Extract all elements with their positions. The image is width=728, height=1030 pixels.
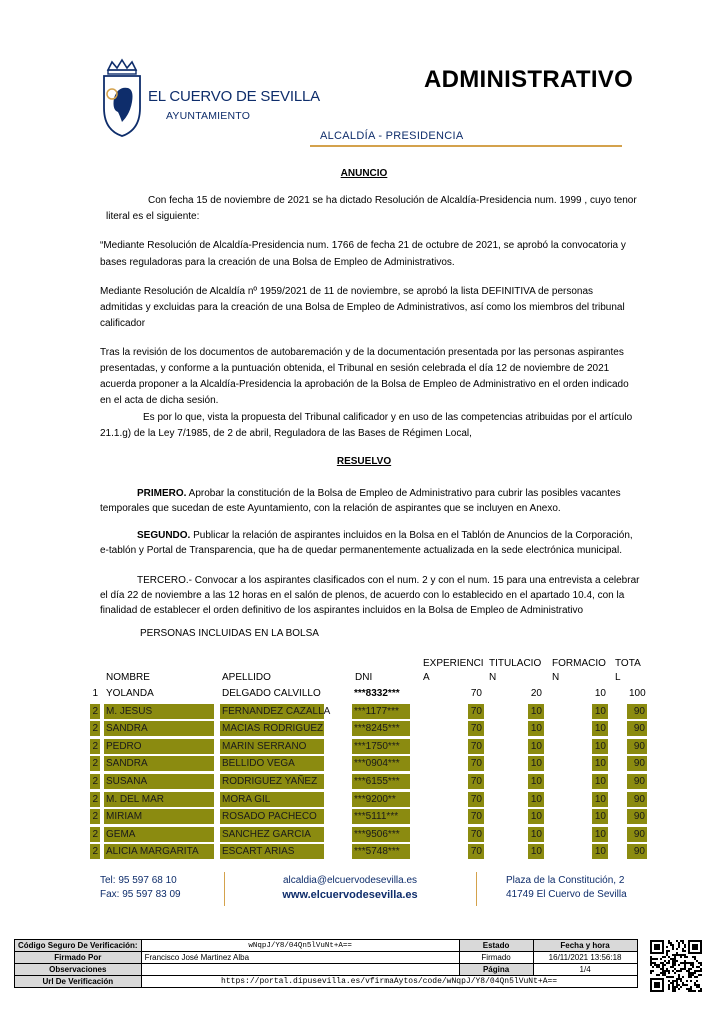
table-cell-n: 2 bbox=[90, 704, 100, 719]
table-cell-total: 90 bbox=[627, 704, 647, 719]
tercero-line-3: finalidad de establecer el orden definitivo de los aspirantes incluidos en la Bolsa de Empleo de Administrativo bbox=[100, 605, 584, 616]
estado-value: Firmado bbox=[459, 952, 533, 964]
segundo-label: SEGUNDO. bbox=[137, 530, 191, 541]
col-header-experiencia-2: A bbox=[423, 672, 430, 683]
table-cell-tit: 10 bbox=[528, 792, 544, 807]
table-cell-apellido: ROSADO PACHECO bbox=[220, 809, 324, 824]
table-cell-dni: ***1750*** bbox=[352, 739, 410, 754]
table-cell-tit: 10 bbox=[528, 721, 544, 736]
table-cell-tit: 10 bbox=[528, 739, 544, 754]
table-cell-exp: 70 bbox=[468, 756, 484, 771]
paragraph-3-line-3: calificador bbox=[100, 318, 146, 329]
table-cell-total: 90 bbox=[627, 809, 647, 824]
col-header-total-2: L bbox=[615, 672, 621, 683]
municipality-name: EL CUERVO DE SEVILLA bbox=[148, 88, 320, 105]
table-cell-apellido: ESCART ARIAS bbox=[220, 844, 324, 859]
table-cell-dni: ***8332*** bbox=[354, 688, 400, 699]
paragraph-2-line-2: bases reguladoras para la creación de una Bolsa de Empleo de Administrativos. bbox=[100, 257, 455, 268]
table-cell-dni: ***5111*** bbox=[352, 809, 410, 824]
footer-address-line-2: 41749 El Cuervo de Sevilla bbox=[506, 889, 627, 900]
table-cell-n: 2 bbox=[90, 756, 100, 771]
table-cell-exp: 70 bbox=[468, 792, 484, 807]
qr-code-icon bbox=[650, 940, 702, 992]
office-underline bbox=[310, 145, 622, 147]
table-cell-nombre: SUSANA bbox=[104, 774, 214, 789]
table-cell-exp: 70 bbox=[468, 774, 484, 789]
segundo-text: Publicar la relación de aspirantes incluidos en la Bolsa en el Tablón de Anuncios de la Corporación, bbox=[190, 530, 633, 541]
col-header-total-1: TOTA bbox=[615, 658, 641, 669]
table-cell-n: 2 bbox=[90, 809, 100, 824]
table-cell-exp: 70 bbox=[468, 721, 484, 736]
table-cell-nombre: MIRIAM bbox=[104, 809, 214, 824]
table-cell-total: 100 bbox=[629, 688, 646, 699]
announcement-title: ANUNCIO bbox=[340, 168, 388, 179]
municipal-logo bbox=[98, 58, 320, 138]
table-cell-apellido: DELGADO CALVILLO bbox=[222, 688, 321, 699]
observaciones-value bbox=[141, 964, 459, 976]
col-header-titulacion-2: N bbox=[489, 672, 497, 683]
paragraph-3-line-1: Mediante Resolución de Alcaldía nº 1959/2021 de 11 de noviembre, se aprobó la lista DEFINITIVA de personas bbox=[100, 286, 594, 297]
footer-tel: Tel: 95 597 68 10 bbox=[100, 875, 177, 886]
table-cell-dni: ***6155*** bbox=[352, 774, 410, 789]
table-cell-tit: 10 bbox=[528, 756, 544, 771]
table-cell-tit: 20 bbox=[530, 688, 542, 699]
table-cell-nombre: ALICIA MARGARITA bbox=[104, 844, 214, 859]
table-cell-exp: 70 bbox=[468, 739, 484, 754]
estado-label: Estado bbox=[459, 940, 533, 952]
table-cell-apellido: BELLIDO VEGA bbox=[220, 756, 324, 771]
table-cell-nombre: M. JESUS bbox=[104, 704, 214, 719]
table-cell-exp: 70 bbox=[470, 688, 482, 699]
table-cell-form: 10 bbox=[592, 704, 608, 719]
table-cell-form: 10 bbox=[594, 688, 606, 699]
table-cell-apellido: MACIAS RODRIGUEZ bbox=[222, 723, 324, 735]
primero-text: Aprobar la constitución de la Bolsa de Empleo de Administrativo para cubrir las posibles vacantes bbox=[186, 488, 621, 499]
table-cell-n: 1 bbox=[92, 688, 98, 699]
col-header-formacion-2: N bbox=[552, 672, 560, 683]
table-cell-apellido: FERNANDEZ CAZALLA bbox=[222, 705, 331, 717]
paragraph-2-line-1: “Mediante Resolución de Alcaldía-Presidencia num. 1766 de fecha 21 de octubre de 2021, se aprobó la convocatoria y bbox=[100, 240, 626, 251]
table-cell-nombre: M. DEL MAR bbox=[104, 792, 214, 807]
col-header-experiencia-1: EXPERIENCI bbox=[423, 658, 484, 669]
table-cell-form: 10 bbox=[592, 844, 608, 859]
table-cell-form: 10 bbox=[592, 739, 608, 754]
url-value[interactable]: https://portal.dipusevilla.es/vfirmaAytos/code/wNqpJ/Y8/04Qn5lVuNt+A== bbox=[141, 976, 637, 988]
footer-email[interactable]: alcaldia@elcuervodesevilla.es bbox=[282, 875, 418, 886]
paragraph-1-line-1: Con fecha 15 de noviembre de 2021 se ha dictado Resolución de Alcaldía-Presidencia num. 1999 , cuyo tenor bbox=[148, 195, 637, 206]
table-cell-total: 90 bbox=[627, 774, 647, 789]
table-cell-tit: 10 bbox=[528, 844, 544, 859]
footer-address-line-1: Plaza de la Constitución, 2 bbox=[506, 875, 625, 886]
table-cell-form: 10 bbox=[592, 809, 608, 824]
table-cell-nombre: PEDRO bbox=[104, 739, 214, 754]
pagina-value: 1/4 bbox=[533, 964, 637, 976]
table-cell-dni: ***5748*** bbox=[352, 844, 410, 859]
col-header-apellido: APELLIDO bbox=[222, 672, 271, 683]
segundo-line-2: e-tablón y Portal de Transparencia, que ha de quedar permanentemente actualizada en la sede electrónica municipal. bbox=[100, 545, 622, 556]
table-cell-n: 2 bbox=[90, 792, 100, 807]
table-cell-form: 10 bbox=[592, 721, 608, 736]
table-cell-n: 2 bbox=[90, 721, 100, 736]
verification-table bbox=[14, 939, 638, 988]
table-cell-form: 10 bbox=[592, 792, 608, 807]
tercero-line-2: el día 22 de noviembre a las 12 horas en el salón de plenos, de acuerdo con lo establecido en el apartado 10.4, con la bbox=[100, 590, 625, 601]
resuelvo-heading: RESUELVO bbox=[336, 456, 392, 467]
table-cell-n: 2 bbox=[90, 827, 100, 842]
table-cell-dni: ***9506*** bbox=[352, 827, 410, 842]
table-cell-total: 90 bbox=[627, 756, 647, 771]
csv-value: wNqpJ/Y8/04Qn5lVuNt+A== bbox=[141, 940, 459, 952]
col-header-formacion-1: FORMACIO bbox=[552, 658, 606, 669]
table-cell-dni: ***0904*** bbox=[352, 756, 410, 771]
table-cell-apellido: MARIN SERRANO bbox=[220, 739, 324, 754]
table-cell-total: 90 bbox=[627, 792, 647, 807]
paragraph-5-line-2: 21.1.g) de la Ley 7/1985, de 2 de abril, Reguladora de las Bases de Régimen Local, bbox=[100, 428, 472, 439]
table-cell-exp: 70 bbox=[468, 809, 484, 824]
table-cell-tit: 10 bbox=[528, 827, 544, 842]
paragraph-4-line-3: acuerda proponer a la Alcaldía-Presidencia la aprobación de la Bolsa de Empleo de Administrativo en el orden indicado bbox=[100, 379, 629, 390]
firmado-label: Firmado Por bbox=[15, 952, 142, 964]
paragraph-1-line-2: literal es el siguiente: bbox=[106, 211, 200, 222]
table-cell-exp: 70 bbox=[468, 704, 484, 719]
table-cell-n: 2 bbox=[90, 844, 100, 859]
table-cell-total: 90 bbox=[627, 721, 647, 736]
footer-website[interactable]: www.elcuervodesevilla.es bbox=[282, 889, 418, 901]
firmado-value: Francisco José Martinez Alba bbox=[141, 952, 459, 964]
paragraph-5-line-1: Es por lo que, vista la propuesta del Tribunal calificador y en uso de las competencias atribuidas por el artículo bbox=[143, 412, 633, 423]
table-cell-form: 10 bbox=[592, 774, 608, 789]
tercero-line-1: TERCERO.- Convocar a los aspirantes clasificados con el num. 2 y con el num. 15 para una entrevista a celebrar bbox=[137, 575, 640, 586]
table-cell-tit: 10 bbox=[528, 704, 544, 719]
list-title: PERSONAS INCLUIDAS EN LA BOLSA bbox=[140, 628, 319, 639]
col-header-dni: DNI bbox=[355, 672, 373, 683]
observaciones-label: Observaciones bbox=[15, 964, 142, 976]
paragraph-4-line-1: Tras la revisión de los documentos de autobaremación y de la documentación presentada por las personas aspirantes bbox=[100, 347, 624, 358]
table-cell-dni: ***1177*** bbox=[352, 704, 410, 719]
footer-online bbox=[240, 874, 460, 902]
table-cell-form: 10 bbox=[592, 827, 608, 842]
table-cell-n: 2 bbox=[90, 774, 100, 789]
table-cell-total: 90 bbox=[627, 739, 647, 754]
table-cell-dni: ***8245*** bbox=[352, 721, 410, 736]
table-cell-dni: ***9200** bbox=[352, 792, 410, 807]
document-type-title: ADMINISTRATIVO bbox=[424, 66, 634, 93]
table-cell-apellido: RODRIGUEZ YAÑEZ bbox=[220, 774, 324, 789]
col-header-titulacion-1: TITULACIO bbox=[489, 658, 542, 669]
pagina-label: Página bbox=[459, 964, 533, 976]
table-cell-total: 90 bbox=[627, 844, 647, 859]
fecha-label: Fecha y hora bbox=[533, 940, 637, 952]
footer-divider-1 bbox=[224, 872, 225, 906]
table-cell-exp: 70 bbox=[468, 827, 484, 842]
primero-line-2: temporales que sucedan de este Ayuntamiento, con la relación de aspirantes que se incluyen en Anexo. bbox=[100, 503, 561, 514]
table-cell-form: 10 bbox=[592, 756, 608, 771]
url-label: Url De Verificación bbox=[15, 976, 142, 988]
table-cell-tit: 10 bbox=[528, 774, 544, 789]
table-cell-nombre: SANDRA bbox=[104, 721, 214, 736]
csv-label: Código Seguro De Verificación: bbox=[15, 940, 142, 952]
table-cell-tit: 10 bbox=[528, 809, 544, 824]
table-cell-n: 2 bbox=[90, 739, 100, 754]
footer-fax: Fax: 95 597 83 09 bbox=[100, 889, 181, 900]
primero-label: PRIMERO. bbox=[137, 488, 187, 499]
table-cell-exp: 70 bbox=[468, 844, 484, 859]
table-cell-nombre: YOLANDA bbox=[106, 688, 154, 699]
council-name: AYUNTAMIENTO bbox=[166, 110, 251, 122]
paragraph-3-line-2: admitidas y excluidas para la creación de una Bolsa de Empleo de Administrativos, así como los miembros del tribunal bbox=[100, 302, 625, 313]
table-cell-apellido: MORA GIL bbox=[220, 792, 324, 807]
coat-of-arms-icon bbox=[98, 58, 146, 138]
paragraph-4-line-2: presentadas, y conforme a la puntuación obtenida, el Tribunal en sesión celebrada el día 12 de noviembre de 2021 bbox=[100, 363, 610, 374]
paragraph-4-line-4: en el acta de dicha sesión. bbox=[100, 395, 219, 406]
table-cell-total: 90 bbox=[627, 827, 647, 842]
footer-divider-2 bbox=[476, 872, 477, 906]
table-cell-apellido: SANCHEZ GARCIA bbox=[220, 827, 324, 842]
office-label: ALCALDÍA - PRESIDENCIA bbox=[320, 130, 464, 142]
col-header-nombre: NOMBRE bbox=[106, 672, 150, 683]
table-cell-nombre: GEMA bbox=[104, 827, 214, 842]
footer-address bbox=[506, 874, 627, 902]
fecha-value: 16/11/2021 13:56:18 bbox=[533, 952, 637, 964]
table-cell-nombre: SANDRA bbox=[104, 756, 214, 771]
footer-phones bbox=[100, 874, 181, 902]
